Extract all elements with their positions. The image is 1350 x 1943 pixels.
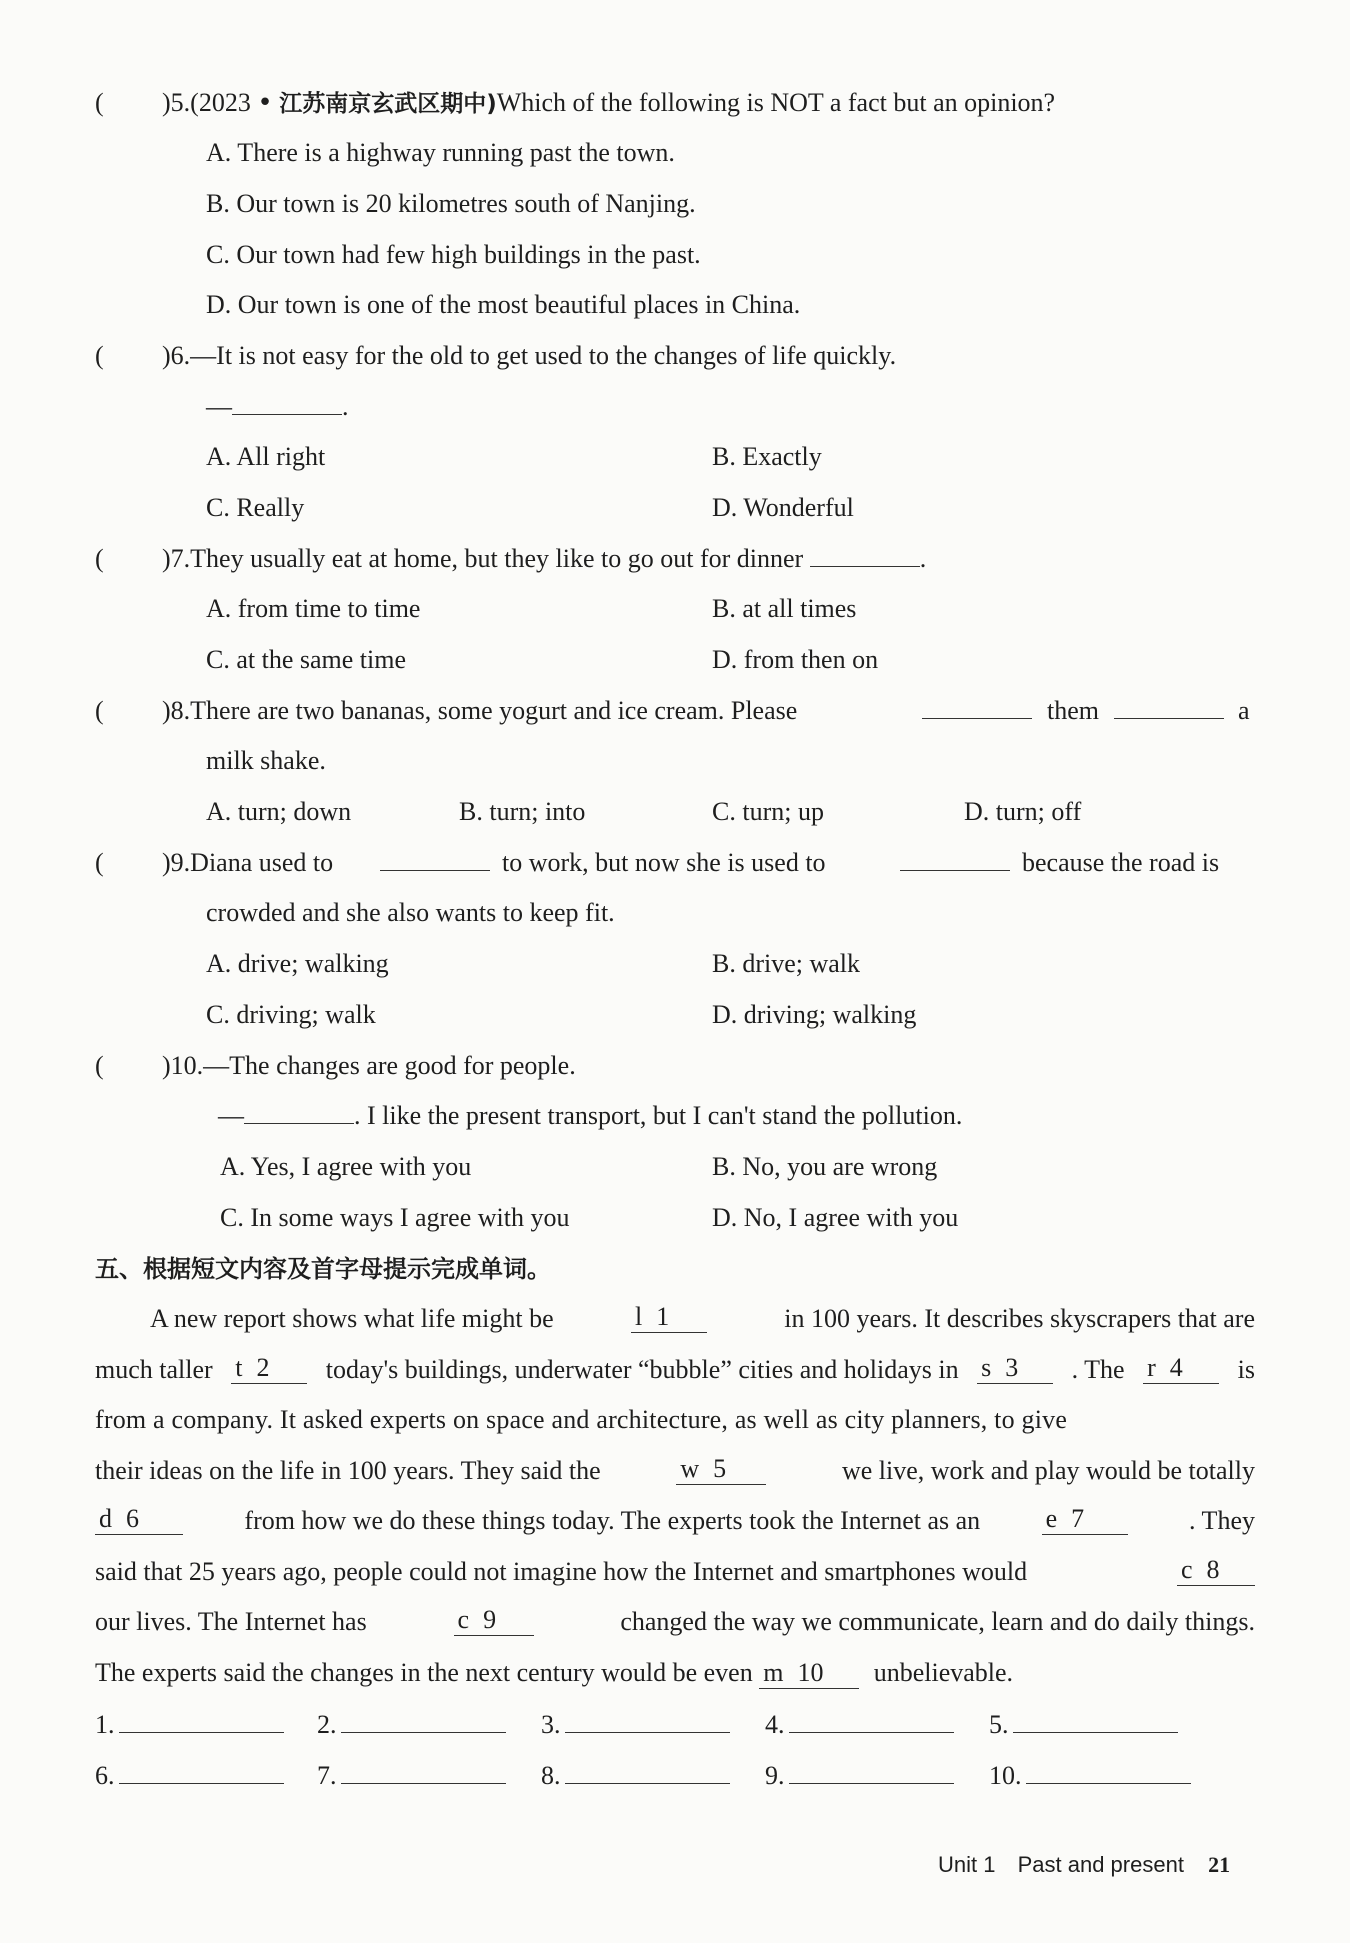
answer-slot-7[interactable]: 7.	[317, 1757, 506, 1793]
hint-blank-1[interactable]: l 1	[631, 1302, 707, 1333]
answer-slot-10[interactable]: 10.	[989, 1757, 1191, 1793]
question-text-3: a	[1238, 696, 1250, 725]
option-d: D. from then on	[712, 645, 879, 674]
hint-blank-2[interactable]: t 2	[231, 1353, 307, 1384]
stem-end: .	[919, 544, 927, 573]
question-text: —The changes are good for people.	[203, 1051, 576, 1080]
hint-blank-6[interactable]: d 6	[95, 1504, 183, 1535]
answer-slot-6[interactable]: 6.	[95, 1757, 284, 1793]
question-text-2: them	[1047, 696, 1099, 725]
option-b: B. at all times	[712, 594, 857, 623]
option-a: A. There is a highway running past the town.	[206, 138, 675, 167]
question-text-3: because the road is	[1022, 848, 1220, 877]
answer-paren: (	[95, 696, 104, 725]
question-number: )7.	[162, 544, 191, 573]
hint-blank-3[interactable]: s 3	[977, 1353, 1053, 1384]
passage-line-4: their ideas on the life in 100 years. They said the w 5 we live, work and play would be totally	[95, 1454, 1255, 1485]
option-d: D. No, I agree with you	[712, 1203, 959, 1232]
option-a: A. drive; walking	[206, 949, 389, 978]
passage-line-3: from a company. It asked experts on space and architecture, as well as city planners, to give	[95, 1405, 1068, 1434]
question-number: )6.	[162, 341, 191, 370]
page-footer	[938, 1850, 1230, 1880]
answer-slot-9[interactable]: 9.	[765, 1757, 954, 1793]
hint-blank-10[interactable]: m 10	[759, 1658, 859, 1689]
question-text: They usually eat at home, but they like to go out for dinner	[190, 544, 804, 573]
option-c: C. at the same time	[206, 645, 407, 674]
reply-dash: —	[206, 392, 232, 421]
option-a: A. Yes, I agree with you	[220, 1152, 472, 1181]
option-c: C. driving; walk	[206, 1000, 376, 1029]
option-c: C. In some ways I agree with you	[220, 1203, 570, 1232]
question-text: Which of the following is NOT a fact but an opinion?	[496, 88, 1056, 117]
question-number: )5.	[162, 88, 191, 117]
answer-blank[interactable]	[232, 390, 342, 415]
unit-title: Past and present	[1017, 1852, 1184, 1877]
passage-line-6: said that 25 years ago, people could not imagine how the Internet and smartphones would c 8	[95, 1555, 1255, 1589]
question-text: Diana used to	[190, 848, 334, 877]
question-number: )8.	[162, 696, 191, 725]
option-b: B. No, you are wrong	[712, 1152, 938, 1181]
option-b: B. turn; into	[459, 797, 586, 826]
option-a: A. from time to time	[206, 594, 421, 623]
hint-blank-4[interactable]: r 4	[1143, 1353, 1219, 1384]
option-d: D. Wonderful	[712, 493, 854, 522]
answer-blank[interactable]	[900, 846, 1010, 871]
question-number: )9.	[162, 848, 191, 877]
answer-slot-2[interactable]: 2.	[317, 1706, 506, 1742]
answer-paren: (	[95, 341, 104, 370]
answer-blank[interactable]	[244, 1099, 354, 1124]
unit-label: Unit 1	[938, 1852, 996, 1877]
question-number: )10.	[162, 1051, 204, 1080]
hint-blank-5[interactable]: w 5	[676, 1454, 766, 1485]
question-text-2: to work, but now she is used to	[502, 848, 826, 877]
option-d: D. turn; off	[964, 797, 1082, 826]
option-c: C. Our town had few high buildings in the past.	[206, 240, 701, 269]
page-number: 21	[1208, 1852, 1231, 1877]
question-year: (2023	[190, 88, 251, 117]
answer-blank[interactable]	[810, 542, 920, 567]
passage-line-2: much taller t 2 today's buildings, underwater “bubble” cities and holidays in s 3 . The r 4 is	[95, 1353, 1255, 1384]
passage-line-1: A new report shows what life might be l 1 in 100 years. It describes skyscrapers that are	[150, 1302, 1255, 1333]
option-b: B. Exactly	[712, 442, 822, 471]
answer-slot-8[interactable]: 8.	[541, 1757, 730, 1793]
option-b: B. drive; walk	[712, 949, 861, 978]
question-continuation: crowded and she also wants to keep fit.	[206, 898, 615, 927]
section-heading: 五、根据短文内容及首字母提示完成单词。	[95, 1255, 551, 1283]
answer-blank[interactable]	[922, 694, 1032, 719]
option-a: A. All right	[206, 442, 326, 471]
answer-paren: (	[95, 544, 104, 573]
option-a: A. turn; down	[206, 797, 352, 826]
passage-line-7: our lives. The Internet has c 9 changed the way we communicate, learn and do daily things.	[95, 1605, 1255, 1636]
passage-line-8: The experts said the changes in the next century would be even m 10 unbelievable.	[95, 1658, 1014, 1687]
answer-paren: (	[95, 88, 104, 117]
bullet-dot: •	[257, 88, 273, 118]
question-text: There are two bananas, some yogurt and ice cream. Please	[190, 696, 798, 725]
reply-end: .	[342, 392, 349, 421]
passage-line-5: d 6 from how we do these things today. The experts took the Internet as an e 7 . They	[95, 1504, 1255, 1538]
option-c: C. Really	[206, 493, 305, 522]
answer-slot-4[interactable]: 4.	[765, 1706, 954, 1742]
answer-blank[interactable]	[380, 846, 490, 871]
answer-slot-5[interactable]: 5.	[989, 1706, 1178, 1742]
option-d: D. Our town is one of the most beautiful places in China.	[206, 290, 801, 319]
answer-slot-1[interactable]: 1.	[95, 1706, 284, 1742]
hint-blank-8[interactable]: c 8	[1177, 1555, 1255, 1586]
hint-blank-9[interactable]: c 9	[454, 1605, 534, 1636]
question-text: —It is not easy for the old to get used to the changes of life quickly.	[190, 341, 897, 370]
option-d: D. driving; walking	[712, 1000, 917, 1029]
reply-text: . I like the present transport, but I can't stand the pollution.	[354, 1101, 963, 1130]
reply-dash: —	[218, 1101, 244, 1130]
option-b: B. Our town is 20 kilometres south of Nanjing.	[206, 189, 696, 218]
question-source: 江苏南京玄武区期中)	[279, 91, 497, 117]
answer-paren: (	[95, 1051, 104, 1080]
answer-blank[interactable]	[1114, 694, 1224, 719]
option-c: C. turn; up	[712, 797, 824, 826]
question-continuation: milk shake.	[206, 746, 326, 775]
answer-paren: (	[95, 848, 104, 877]
answer-slot-3[interactable]: 3.	[541, 1706, 730, 1742]
hint-blank-7[interactable]: e 7	[1042, 1504, 1128, 1535]
